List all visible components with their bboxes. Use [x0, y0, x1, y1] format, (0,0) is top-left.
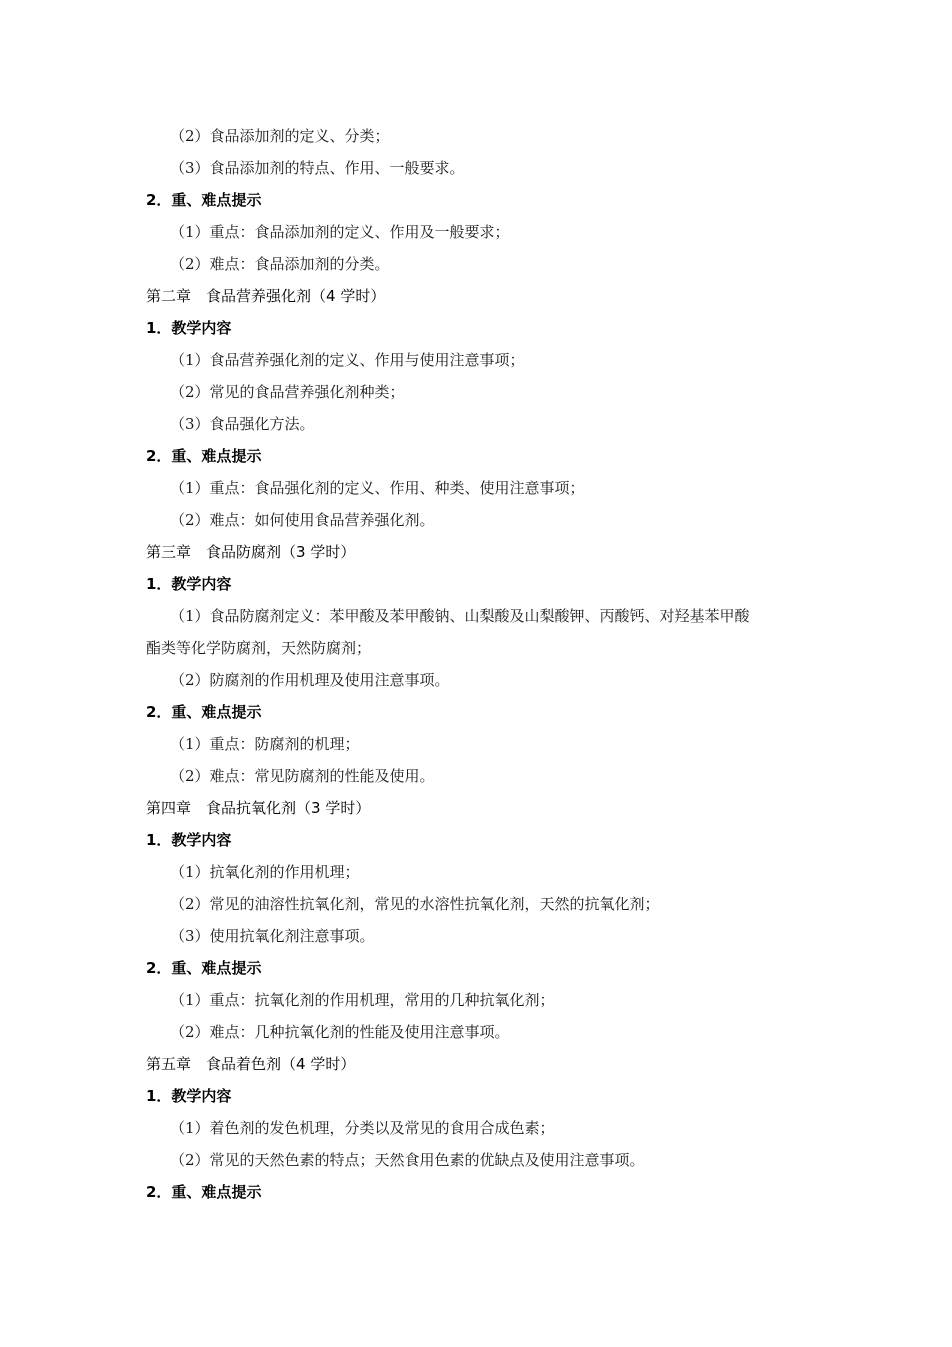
- list-item: （1）食品防腐剂定义：苯甲酸及苯甲酸钠、山梨酸及山梨酸钾、丙酸钙、对羟基苯甲酸: [170, 607, 750, 625]
- list-item: （1）着色剂的发色机理，分类以及常见的食用合成色素；: [170, 1119, 555, 1137]
- list-item: （1）重点：防腐剂的机理；: [170, 735, 360, 753]
- list-item: （1）食品营养强化剂的定义、作用与使用注意事项；: [170, 351, 525, 369]
- section-heading: 2．重、难点提示: [146, 447, 262, 465]
- list-item: （2）常见的食品营养强化剂种类；: [170, 383, 405, 401]
- section-heading: 1．教学内容: [146, 319, 232, 337]
- list-item: （2）常见的油溶性抗氧化剂，常见的水溶性抗氧化剂，天然的抗氧化剂；: [170, 895, 660, 913]
- chapter-title: 第四章 食品抗氧化剂（3 学时）: [146, 799, 371, 817]
- section-heading: 1．教学内容: [146, 1087, 232, 1105]
- list-item: （2）防腐剂的作用机理及使用注意事项。: [170, 671, 450, 689]
- list-item: （2）难点：如何使用食品营养强化剂。: [170, 511, 435, 529]
- section-heading: 2．重、难点提示: [146, 959, 262, 977]
- chapter-title: 第二章 食品营养强化剂（4 学时）: [146, 287, 386, 305]
- list-item: （1）抗氧化剂的作用机理；: [170, 863, 360, 881]
- list-item: （1）重点：食品强化剂的定义、作用、种类、使用注意事项；: [170, 479, 585, 497]
- section-heading: 2．重、难点提示: [146, 703, 262, 721]
- list-item: （1）重点：抗氧化剂的作用机理，常用的几种抗氧化剂；: [170, 991, 555, 1009]
- section-heading: 2．重、难点提示: [146, 1183, 262, 1201]
- list-item: （2）食品添加剂的定义、分类；: [170, 127, 390, 145]
- chapter-title: 第三章 食品防腐剂（3 学时）: [146, 543, 356, 561]
- list-item: （3）使用抗氧化剂注意事项。: [170, 927, 375, 945]
- list-item: （2）难点：常见防腐剂的性能及使用。: [170, 767, 435, 785]
- section-heading: 1．教学内容: [146, 575, 232, 593]
- list-item: （2）难点：几种抗氧化剂的性能及使用注意事项。: [170, 1023, 510, 1041]
- list-item: （1）重点：食品添加剂的定义、作用及一般要求；: [170, 223, 510, 241]
- section-heading: 1．教学内容: [146, 831, 232, 849]
- list-item: （3）食品强化方法。: [170, 415, 315, 433]
- section-heading: 2．重、难点提示: [146, 191, 262, 209]
- list-item: （2）常见的天然色素的特点；天然食用色素的优缺点及使用注意事项。: [170, 1151, 645, 1169]
- list-item: （3）食品添加剂的特点、作用、一般要求。: [170, 159, 465, 177]
- chapter-title: 第五章 食品着色剂（4 学时）: [146, 1055, 356, 1073]
- list-item: （2）难点：食品添加剂的分类。: [170, 255, 390, 273]
- document-body: [146, 120, 816, 1208]
- list-item-continuation: 酯类等化学防腐剂，天然防腐剂；: [146, 639, 372, 657]
